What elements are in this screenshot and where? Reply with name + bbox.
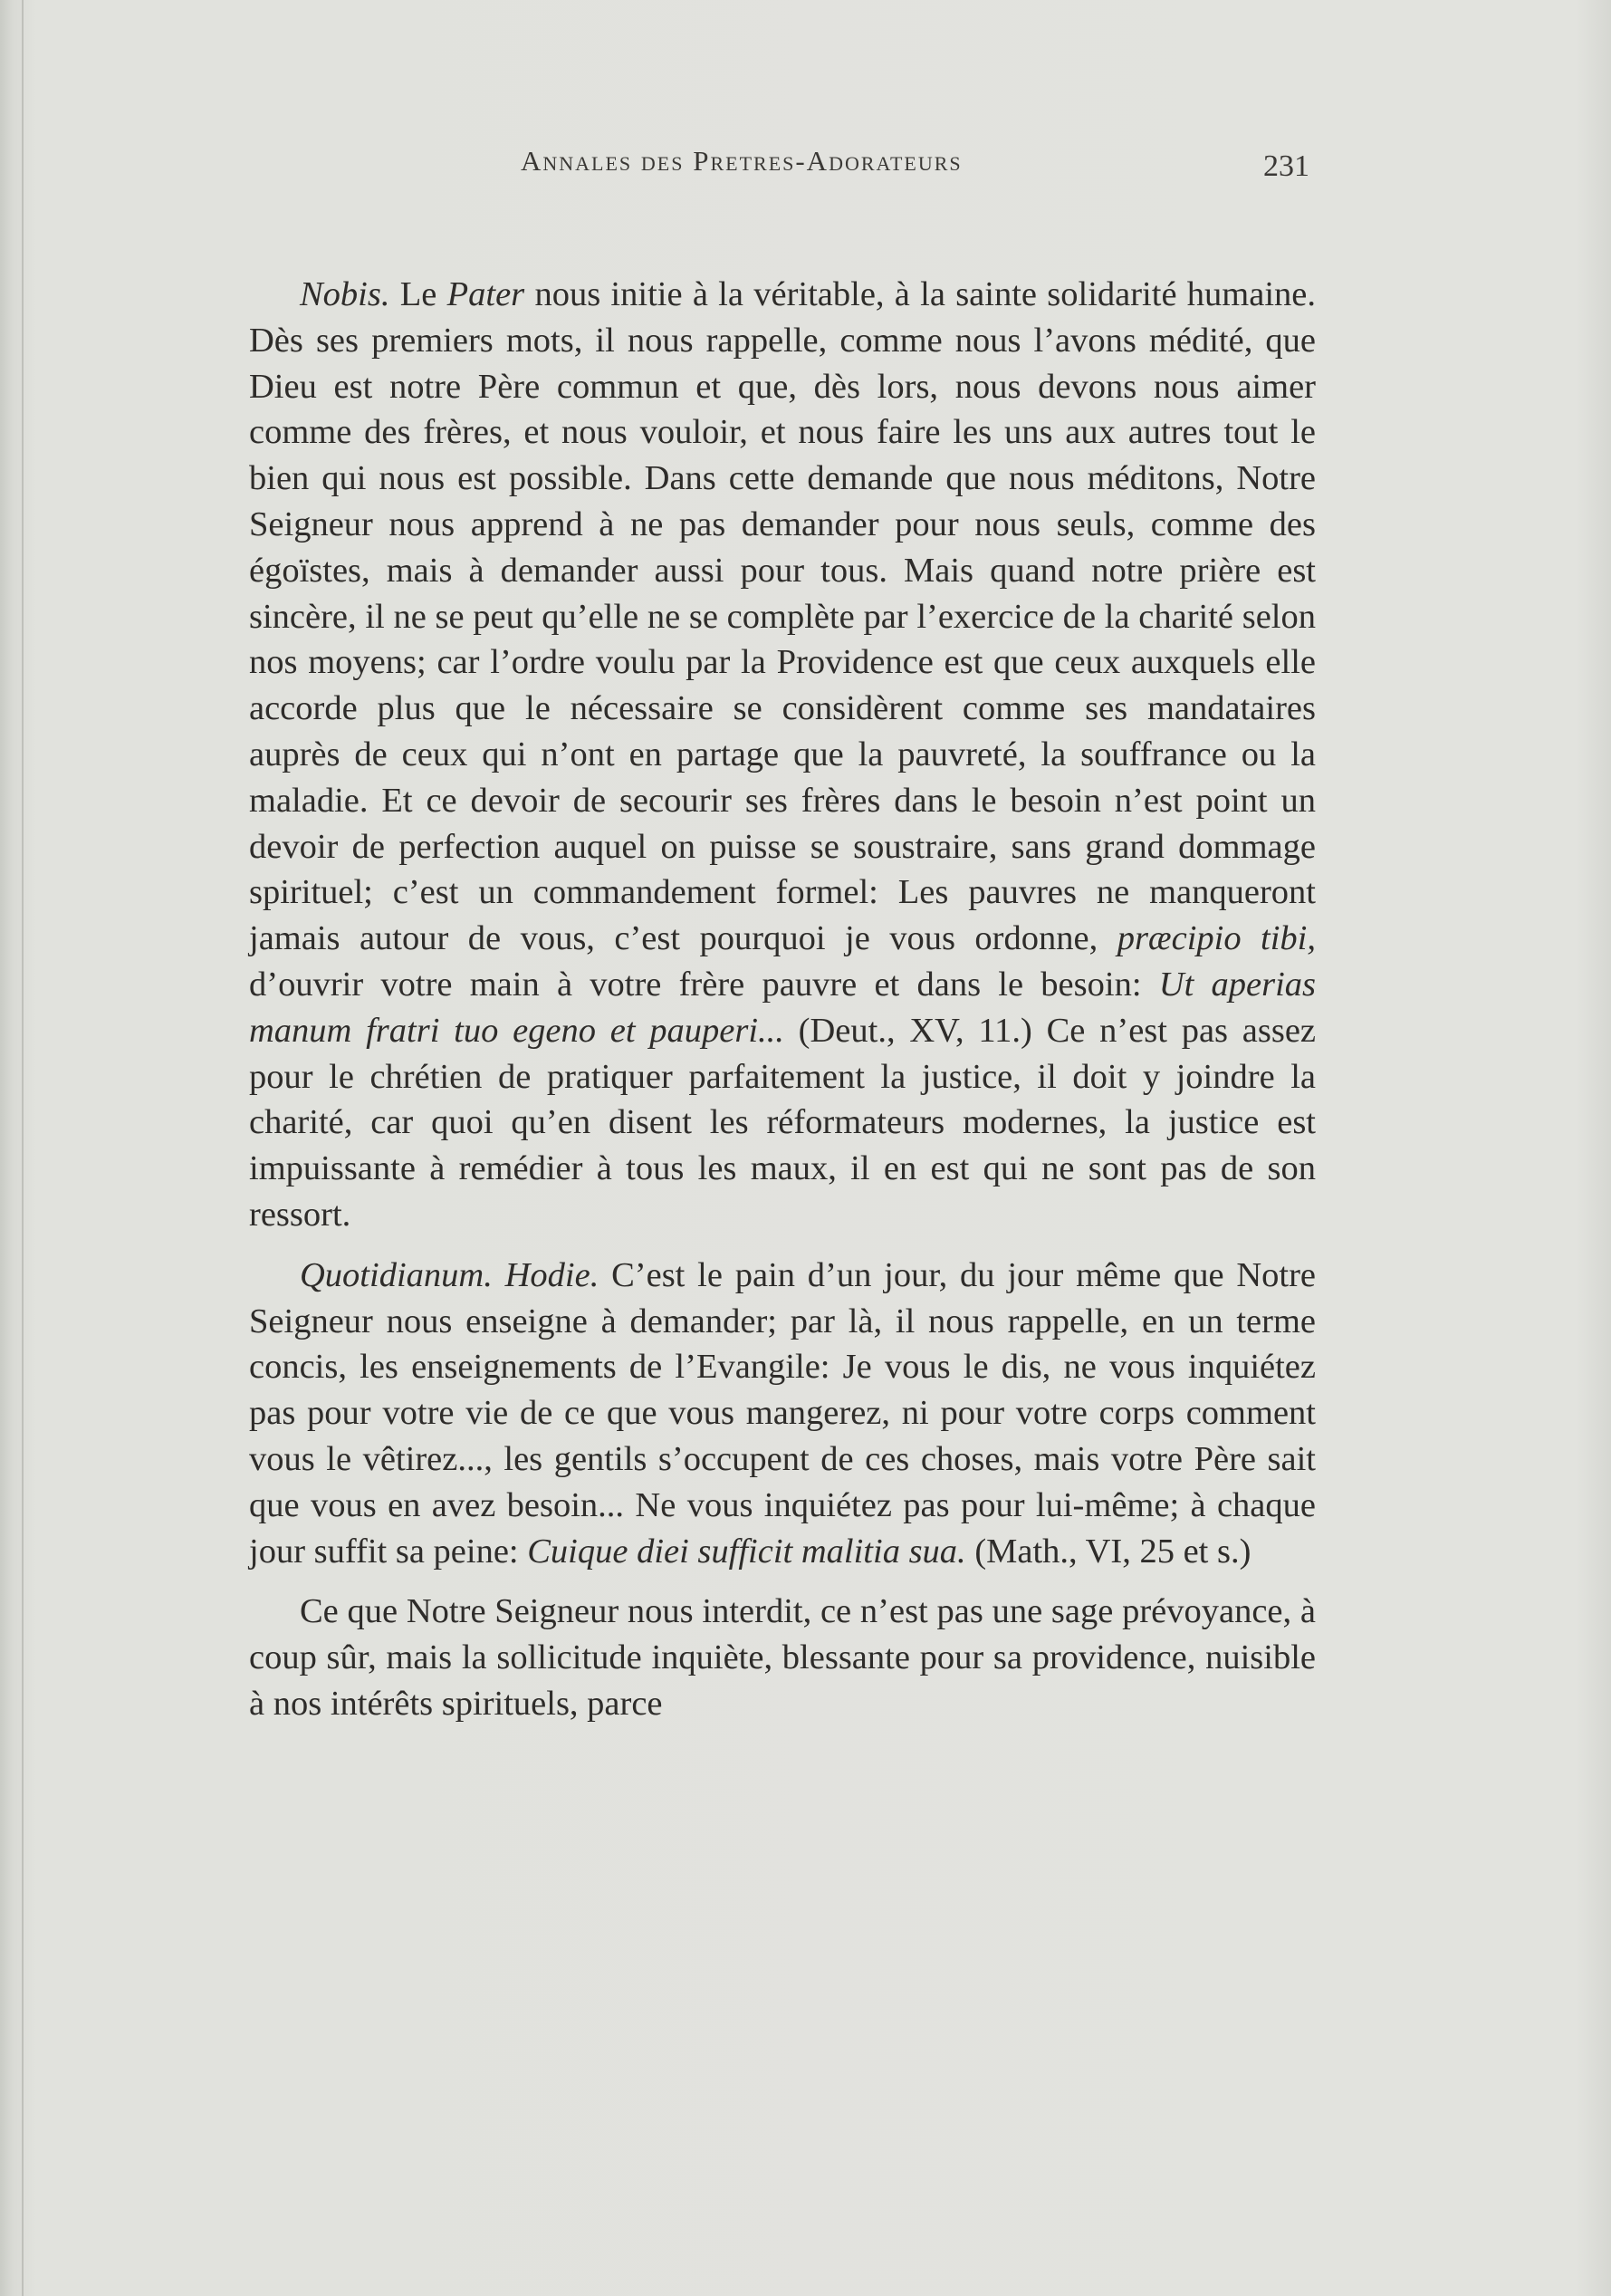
text-segment: Nobis.: [300, 275, 390, 313]
running-title: Annales des Pretres-Adorateurs: [521, 145, 963, 177]
text-segment: C’est le pain d’un jour, du jour même que Notre Seigneur nous enseigne à demander; par là, il nous rappelle, en un terme concis, les enseignements de l’Evangile: Je vous le dis, ne vous inquiétez pas pour votre vie de ce que vous mangerez, ni pour votre corps comment vous le vêtirez..., les gentils s’occupent de ces choses, mais votre Père sait que vous en avez besoin... Ne vous inquiétez pas pour lui-même; à chaque jour suffit sa peine:: [249, 1255, 1316, 1571]
page-gutter-edge: [22, 0, 24, 2296]
text-segment: d’ouvrir votre main à votre frère pauvre et dans le besoin:: [249, 965, 1159, 1004]
text-segment: nous initie à la véritable, à la sainte solidarité humaine. Dès ses premiers mots, il nous rappelle, comme nous l’avons médité, que Dieu est notre Père commun et que, dès lors, nous devons nous aimer comme des frères, et nous vouloir, et nous faire les uns aux autres tout le bien qui nous est possible. Dans cette demande que nous méditons, Notre Seigneur nous apprend à ne pas demander pour nous seuls, comme des égoïstes, mais à demander aussi pour tous. Mais quand notre prière est sincère, il ne se peut qu’elle ne se complète par l’exercice de la charité selon nos moyens; car l’ordre voulu par la Providence est que ceux auxquels elle accorde plus que le nécessaire se considèrent comme ses mandataires auprès de ceux qui n’ont en partage que la pauvreté, la souffrance ou la maladie. Et ce devoir de secourir ses frères dans le besoin n’est point un devoir de perfection auquel on puisse se soustraire, sans grand dommage spirituel; c’est un commandement formel: Les pauvres ne manqueront jamais autour de vous, c’est pourquoi je vous ordonne,: [249, 275, 1316, 958]
text-segment: Quotidianum. Hodie.: [300, 1255, 599, 1294]
text-segment: (Math., VI, 25 et s.): [965, 1532, 1251, 1571]
text-segment: Cuique diei sufficit malitia sua.: [527, 1532, 966, 1571]
text-segment: Ce que Notre Seigneur nous interdit, ce n’est pas une sage prévoyance, à coup sûr, mais la sollicitude inquiète, blessante pour sa providence, nuisible à nos intérêts spirituels, parce: [249, 1592, 1316, 1723]
text-segment: (Deut., XV, 11.) Ce n’est pas assez pour le chrétien de pratiquer parfaitement la justice, il doit y joindre la charité, car quoi qu’en disent les réformateurs modernes, la justice est impuissante à remédier à tous les maux, il en est qui ne sont pas de son ressort.: [249, 1011, 1316, 1234]
body-text: [249, 272, 1316, 1727]
paragraph-nobis: [249, 272, 1316, 1238]
page-number: 231: [1263, 149, 1309, 183]
text-segment: Le: [389, 275, 447, 313]
paragraph-prevoyance: [249, 1589, 1316, 1726]
paragraph-quotidianum: [249, 1253, 1316, 1575]
text-segment: Ut aperias manum fratri tuo egeno et pauperi...: [249, 965, 1316, 1050]
text-segment: Pater: [446, 275, 525, 313]
text-segment: præcipio tibi,: [1117, 919, 1317, 958]
